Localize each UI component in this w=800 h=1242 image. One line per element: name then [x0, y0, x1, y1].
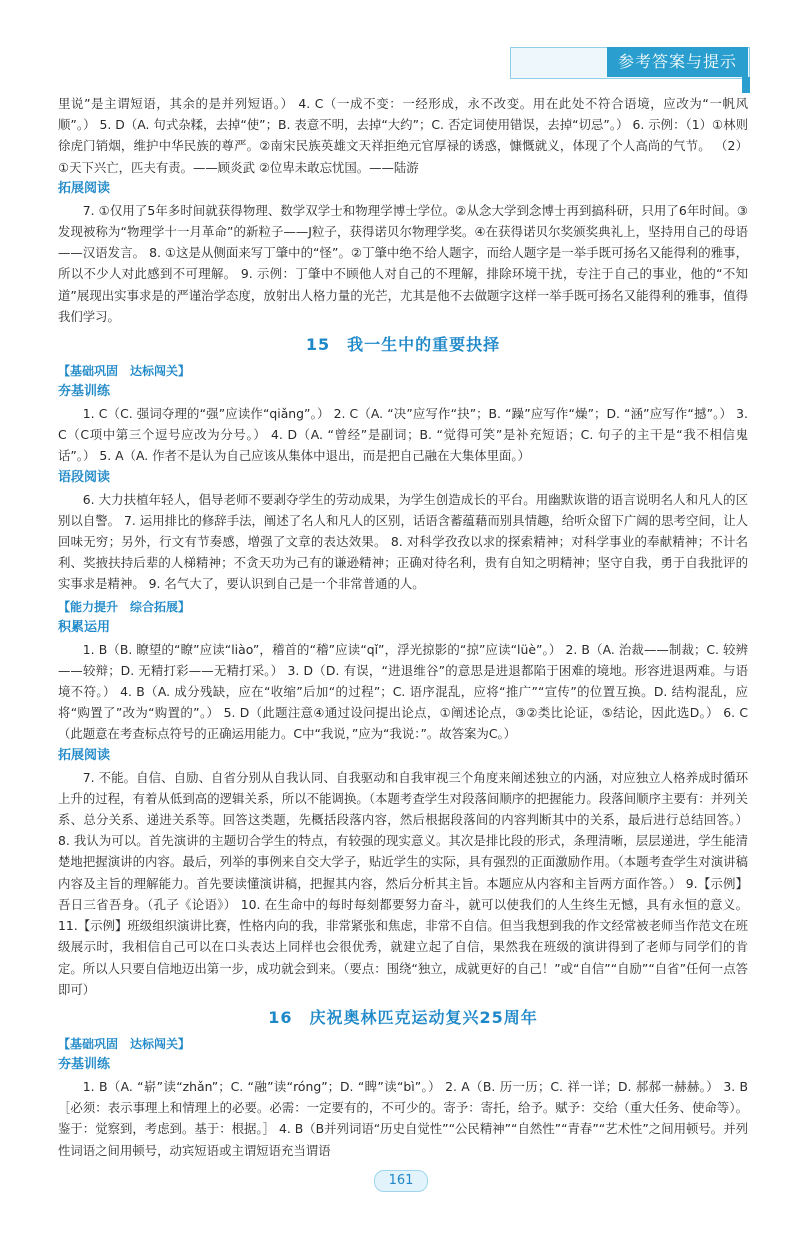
paragraph: 里说”是主谓短语，其余的是并列短语。） 4. C（一成不变：一经形成，永不改变。用在此处不符合语境，应改为“一帆风顺”。） 5. D（A. 句式杂糅，去掉“使”；B. 表意不明，去掉“大约”；C. 否定词使用错误，去掉“切忌”。） 6. 示例：（1）①林则徐虎门销烟，维护中华民族的尊严。②南宋民族英雄文天祥拒绝元官厚禄的诱惑，慷慨就义，体现了个人高尚的气节。 （2）①天下兴亡，匹夫有责。——顾炎武 ②位卑未敢忘忧国。——陆游 [58, 96, 748, 175]
paragraph: 7. ①仅用了5年多时间就获得物理、数学双学士和物理学博士学位。②从念大学到念博士再到搞科研，只用了6年时间。③发现被称为“物理学十一月革命”的新粒子——J粒子，获得诺贝尔物理学奖。④在获得诺贝尔奖颁奖典礼上，坚持用自己的母语——汉语发言。 8. ①这是从侧面来写丁肇中的“怪”。②丁肇中绝不给人题字，而给人题字是一举手既可扬名又能得利的雅事，所以不少人对此感到不可理解。 9. 示例：丁肇中不顾他人对自己的不理解，排除环境干扰，专注于自己的事业，他的“不知道”展现出实事求是的严谨治学态度，放射出人格力量的光芒，尤其是他不去做题字这样一举手既可扬名又能得利的雅事，值得我们学习。 [58, 202, 748, 324]
paragraph: 6. 大力扶植年轻人，倡导老师不要剥夺学生的劳动成果，为学生创造成长的平台。用幽默诙谐的语言说明名人和凡人的区别以自警。 7. 运用排比的修辞手法，阐述了名人和凡人的区别，话语含蓄蕴藉而别具情趣，给听众留下广阔的思考空间，让人回味无穷；另外，行文有节奏感，增强了文章的表达效果。 8. 对科学孜孜以求的探索精神；对科学事业的奉献精神；不计名利、奖掖扶持后辈的人梯精神；不贪天功为己有的谦逊精神；正确对待名利，贵有自知之明精神；坚守自我，勇于自我批评的实事求是精神。 9. 名气大了，要认识到自己是一个非常普通的人。 [58, 491, 748, 592]
paragraph: 1. B（A. “崭”读“zhǎn”；C. “融”读“róng”；D. “睥”读“bì”。） 2. A（B. 历一历；C. 祥一详；D. 郝郝一赫赫。） 3. B［必须：表示事理上和情理上的必要。必需：一定要有的，不可少的。寄予：寄托，给予。赋予：交给（重大任务、使命等）。鉴于：觉察到，考虑到。基于：根据。］ 4. B（B并列词语“历史自觉性”“公民精神”“自然性”“青春”“艺术性”之间用顿号。并列性词语之间用顿号，动宾短语或主谓短语充当谓语 [58, 1078, 748, 1158]
header-accent [742, 77, 750, 93]
header-title: 参考答案与提示 [607, 47, 748, 77]
paragraph: 1. B（B. 瞭望的“瞭”应读“liào”，稽首的“稽”应读“qǐ”，浮光掠影的“掠”应读“lüè”。） 2. B（A. 治裁——制裁；C. 较辨——较辩；D. 无精打彩——无精打采。） 3. D（D. 有误，“进退维谷”的意思是进退都陷于困难的境地。形容进退两难。与语境不符。） 4. B（A. 成分残缺，应在“收缩”后加“的过程”；C. 语序混乱，应将“推广”“宣传”的位置互换。D. 结构混乱，应将“购置了”改为“购置的”。） 5. D（此题注意④通过设问提出论点，①阐述论点，③②类比论证，⑤结论，因此选D。） 6. C（此题意在考查标点符号的正确运用能力。C中“我说，”应为“我说：”。故答案为C。） [58, 641, 748, 742]
answer-content [58, 93, 748, 1161]
paragraph: 1. C（C. 强词夺理的“强”应读作“qiǎng”。） 2. C（A. “决”应写作“抉”；B. “躁”应写作“燥”；D. “涵”应写作“撼”。） 3. C（C项中第三个逗号应改为分号。） 4. D（A. “曾经”是副词；B. “觉得可笑”是补充短语；C. 句子的主干是“我不相信鬼话”。） 5. A（A. 作者不是认为自己应该从集体中退出，而是把自己融在大集体里面。） [58, 406, 748, 464]
page-number: 161 [374, 1170, 428, 1192]
section-tag: 【能力提升 综合拓展】 [58, 599, 191, 614]
section-heading: 夯基训练 [58, 384, 111, 400]
section-heading: 拓展阅读 [58, 180, 111, 196]
paragraph: 7. 不能。自信、自励、自省分别从自我认同、自我驱动和自我审视三个角度来阐述独立的内涵，对应独立人格养成时循环上升的过程，有着从低到高的逻辑关系，所以不能调换。（本题考查学生对段落间顺序的把握能力。段落间顺序主要有：并列关系、总分关系、递进关系等。回答这类题，先概括段落内容，然后根据段落间的内容判断其中的关系，最后进行总结回答。） 8. 我认为可以。首先演讲的主题切合学生的特点，有较强的现实意义。其次是排比段的形式，条理清晰，层层递进，学生能清楚地把握演讲的内容。最后，列举的事例来自交大学子，贴近学生的实际，具有强烈的正面激励作用。（本题考查学生对演讲稿内容及主旨的理解能力。首先要读懂演讲稿，把握其内容，然后分析其主旨。本题应从内容和主旨两方面作答。） 9.【示例】吾日三省吾身。（孔子《论语》） 10. 在生命中的每时每刻都要努力奋斗，就可以使我们的人生终生无憾，具有永恒的意义。 11.【示例】班级组织演讲比赛，性格内向的我，非常紧张和焦虑，非常不自信。但当我想到我的作文经常被老师当作范文在班级展示时，我相信自己可以在口头表达上同样也会很优秀，就建立起了自信，果然我在班级的演讲得到了老师与同学们的肯定。所以人只要自信地迈出第一步，成功就会到来。（要点：围绕“独立，成就更好的自己！”或“自信”“自励”“自省”任何一点答即可） [58, 769, 748, 997]
section-tag: 【基础巩固 达标闯关】 [58, 1036, 191, 1051]
section-heading: 语段阅读 [58, 469, 111, 485]
lesson-title: 15 我一生中的重要抉择 [305, 335, 501, 355]
section-heading: 拓展阅读 [58, 747, 111, 763]
section-heading: 积累运用 [58, 619, 111, 635]
section-heading: 夯基训练 [58, 1056, 111, 1072]
lesson-title: 16 庆祝奥林匹克运动复兴25周年 [268, 1007, 538, 1027]
section-tag: 【基础巩固 达标闯关】 [58, 364, 191, 379]
